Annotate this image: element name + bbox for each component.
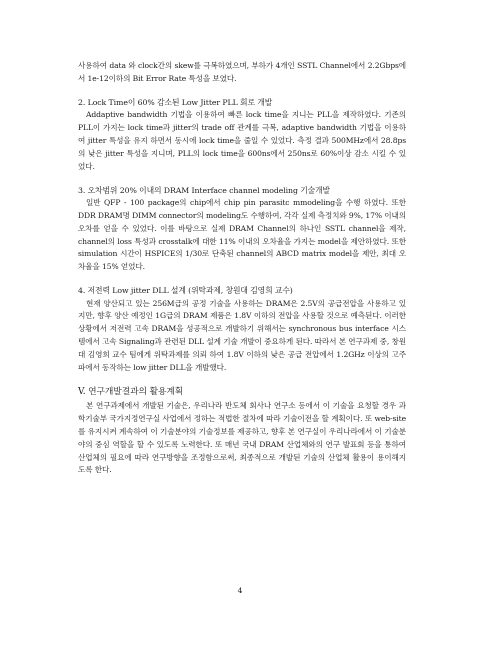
page-number: 4: [237, 586, 243, 595]
item2-heading: 2. Lock Time이 60% 감소된 Low Jitter PLL 회로 개발: [78, 97, 273, 107]
item4-paragraph: 현재 양산되고 있는 256M급의 공정 기술을 사용하는 DRAM은 2.5V의 공급전압을 사용하고 있지만, 향후 양산 예정인 1G급의 DRAM 제품은 1.8V 이하의 전압을 사용할 것으로 예측된다. 이러한 상황에서 저전력 고속 DRAM을 성공적으로 개발하기 위해서는 synchronous bus interface 시스템에서 고속 Signaling과 관련된 DLL 설계 기술 개발이 중요하게 된다. 따라서 본 연구과제 중, 창원대 김영희 교수 팀에게 위탁과제를 의뢰 하여 1.8V 이하의 낮은 공급 전압에서 1.2GHz 이상의 고주파에서 동작하는 low jitter DLL을 개발했다.: [78, 298, 406, 373]
spacer: [78, 86, 406, 96]
section5-title: V. 연구개발결과의 활용계획: [78, 386, 184, 397]
spacer: [78, 274, 406, 284]
spacer: [78, 375, 406, 385]
item2-paragraph: Addaptive bandwidth 기법을 이용하여 빠른 lock time을 지니는 PLL을 제작하였다. 기존의 PLL이 가지는 lock time과 jitter의 trade off 관계를 극복, adaptive bandwidth 기법을 이용하여 jitter 특성을 유지 하면서 동시에 lock time을 줄일 수 있었다. 측정 결과 500MHz에서 28.8ps의 낮은 jitter 특성을 지니며, PLL의 lock time을 600ns에서 250ns로 60%이상 감소 시킬 수 있었다.: [78, 110, 406, 171]
item3-paragraph: 일반 QFP - 100 package의 chip에서 chip pin parasitc mmodeling을 수행 하였다. 또한 DDR DRAM명 DIMM connector의 modeling도 수행하여, 각각 실제 측정치와 9%, 17% 이내의 오차를 얻을 수 있었다. 이를 바탕으로 실제 DRAM Channel의 하나인 SSTL channel을 제작, channel의 loss 특성과 crosstalk에 대한 11% 이내의 오차율을 가지는 model을 제안하였다. 또한 simulation 시간이 HSPICE의 1/30로 단축된 channel의 ABCD matrix model을 제안, 최대 오차율을 15% 얻었다.: [78, 197, 406, 272]
intro-paragraph: 사용하여 data 와 clock간의 skew를 극복하였으며, 부하가 4개인 SSTL Channel에서 2.2Gbps에서 1e-12이하의 Bit Error Rate 특성을 보였다.: [78, 61, 406, 83]
document-body: [78, 60, 406, 477]
spacer: [78, 174, 406, 184]
section5-paragraph: 본 연구과제에서 개발된 기술은, 우리나라 반도체 회사나 연구소 등에서 이 기술을 요청할 경우 과학기술부 국가지정연구실 사업에서 정하는 적법한 절차에 따라 기술이전을 할 계획이다. 또 web-site를 유지시켜 계속하여 이 기술분야의 기술정보를 제공하고, 향후 본 연구실이 우리나라에서 이 기술분야의 중심 역할을 할 수 있도록 노력한다. 또 매년 국내 DRAM 산업체와의 연구 발표회 등을 통하여 산업체의 필요에 따라 연구방향을 조정함으로써, 최종적으로 개발된 기술의 산업체 활용이 용이해지도록 한다.: [78, 400, 406, 475]
item4-heading: 4. 저전력 Low jitter DLL 설계 (위탁과제, 창원대 김영희 교수): [78, 286, 293, 296]
item3-heading: 3. 오차범위 20% 이내의 DRAM Interface channel modeling 기술개발: [78, 185, 330, 195]
